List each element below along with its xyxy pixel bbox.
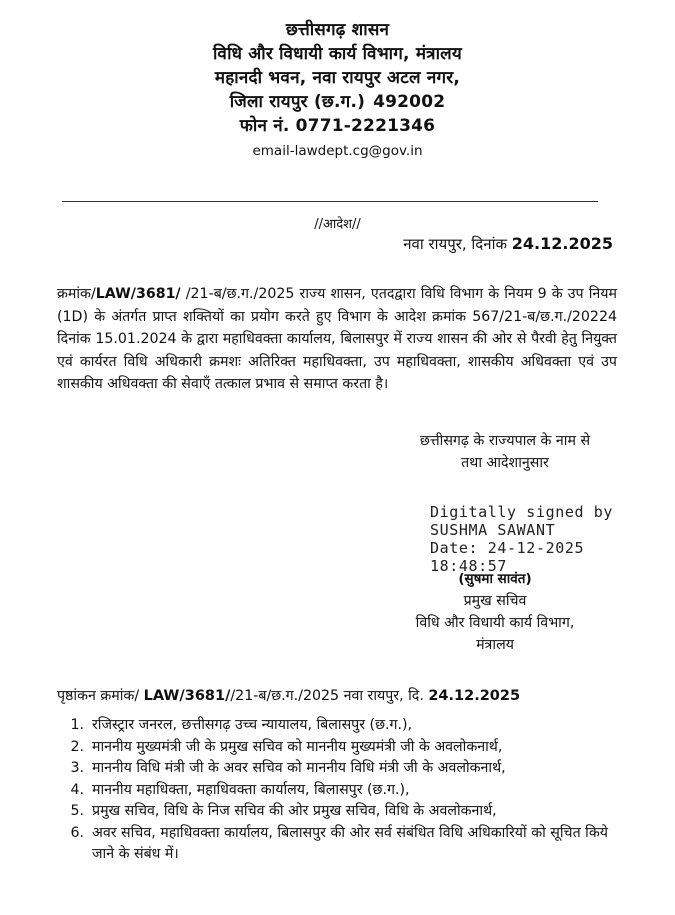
list-item-number: 1. [70, 717, 84, 733]
district-line [0, 90, 675, 114]
order-label: //आदेश// [314, 217, 361, 232]
order-body [57, 283, 617, 396]
dsig-line-1: Digitally signed by [430, 503, 613, 521]
list-item [60, 823, 620, 866]
list-item [60, 758, 620, 780]
endorsement-prefix: पृष्ठांकन क्रमांक/ [57, 688, 140, 704]
pincode: 492002 [373, 92, 446, 112]
signatory-department: विधि और विधायी कार्य विभाग, [415, 615, 575, 631]
order-place: नवा रायपुर, दिनांक [403, 235, 507, 253]
list-item-text: माननीय महाधिक्ता, महाधिवक्ता कार्यालय, बिलासपुर (छ.ग.), [92, 781, 410, 798]
dsig-time: 18:48:57 [430, 557, 508, 575]
department-name: विधि और विधायी कार्य विभाग, मंत्रालय [213, 44, 462, 64]
governor-authority [385, 430, 625, 474]
list-item-number: 2. [70, 738, 84, 755]
letterhead [0, 18, 675, 162]
order-text: /21-ब/छ.ग./2025 राज्य शासन, एतदद्वारा विधि विभाग के नियम 9 के उप नियम (1D) के अंतर्गत प्राप्त शक्तियों का प्रयोग करते हुए विभाग के आदेश क्रमांक 567/21-ब/छ.ग./20224 दिनांक 15.01.2024 के द्वारा महाधिवक्ता कार्यालय, बिलासपुर में राज्य शासन की ओर से पैरवी हेतु नियुक्त एवं कार्यरत विधि अधिकारी क्रमशः अतिरिक्त महाधिवक्ता, उप महाधिवक्ता, शासकीय अधिवक्ता एवं उप शासकीय अधिवक्ता की सेवाऍं तत्काल प्रभाव से समाप्त करता है। [57, 286, 617, 392]
list-item-text: अवर सचिव, महाधिवक्ता कार्यालय, बिलासपुर की ओर सर्व संबंधित विधि अधिकारियों को सूचित किये जाने के संबंध में। [92, 824, 608, 862]
signatory-office: मंत्रालय [476, 637, 514, 653]
order-date: 24.12.2025 [511, 234, 613, 253]
dsig-date: Date: 24-12-2025 [430, 539, 585, 557]
signatory-block [390, 568, 600, 656]
district-text: जिला रायपुर (छ.ग.) [229, 92, 366, 112]
list-item-text: माननीय मुख्यमंत्री जी के प्रमुख सचिव को माननीय मुख्यमंत्री जी के अवलोकनार्थ, [92, 738, 503, 755]
list-item [60, 780, 620, 802]
phone-number: फोन नं. 0771-2221346 [239, 116, 436, 136]
endorsement-number: LAW/3681/ [143, 688, 231, 704]
government-name: छत्तीसगढ़ शासन [285, 20, 390, 40]
signatory-designation: प्रमुख सचिव [463, 593, 527, 609]
copy-to-list [60, 715, 620, 866]
endorsement-date: 24.12.2025 [428, 688, 521, 704]
list-item-text: माननीय विधि मंत्री जी के अवर सचिव को माननीय विधि मंत्री जी के अवलोकनार्थ, [92, 760, 506, 776]
list-item-number: 6. [70, 824, 84, 841]
order-number: LAW/3681/ [95, 286, 181, 302]
governor-line-1: छत्तीसगढ़ के राज्यपाल के नाम से [419, 433, 591, 449]
list-item-text: प्रमुख सचिव, विधि के निज सचिव की ओर प्रमुख सचिव, विधि के अवलोकनार्थ, [92, 803, 497, 819]
list-item-number: 5. [70, 803, 84, 819]
list-item [60, 737, 620, 759]
email-address: email-lawdept.cg@gov.in [252, 143, 423, 159]
list-item-text: रजिस्ट्रार जनरल, छत्तीसगढ़ उच्च न्यायालय, बिलासपुर (छ.ग.), [92, 717, 413, 733]
list-item-number: 3. [70, 760, 84, 776]
governor-line-2: तथा आदेशानुसार [461, 455, 549, 471]
order-number-prefix: क्रमांक/ [57, 286, 96, 302]
endorsement-text: /21-ब/छ.ग./2025 नवा रायपुर, दि. [230, 688, 424, 704]
endorsement-line [57, 686, 617, 705]
signatory-name: (सुषमा सावंत) [458, 571, 532, 587]
address-line: महानदी भवन, नवा रायपुर अटल नगर, [214, 68, 461, 88]
list-item [60, 715, 620, 737]
order-date-line [403, 234, 613, 254]
list-item [60, 801, 620, 823]
header-divider [62, 201, 598, 202]
list-item-number: 4. [70, 781, 84, 798]
digital-signature [430, 503, 613, 575]
dsig-signer: SUSHMA SAWANT [430, 521, 556, 539]
